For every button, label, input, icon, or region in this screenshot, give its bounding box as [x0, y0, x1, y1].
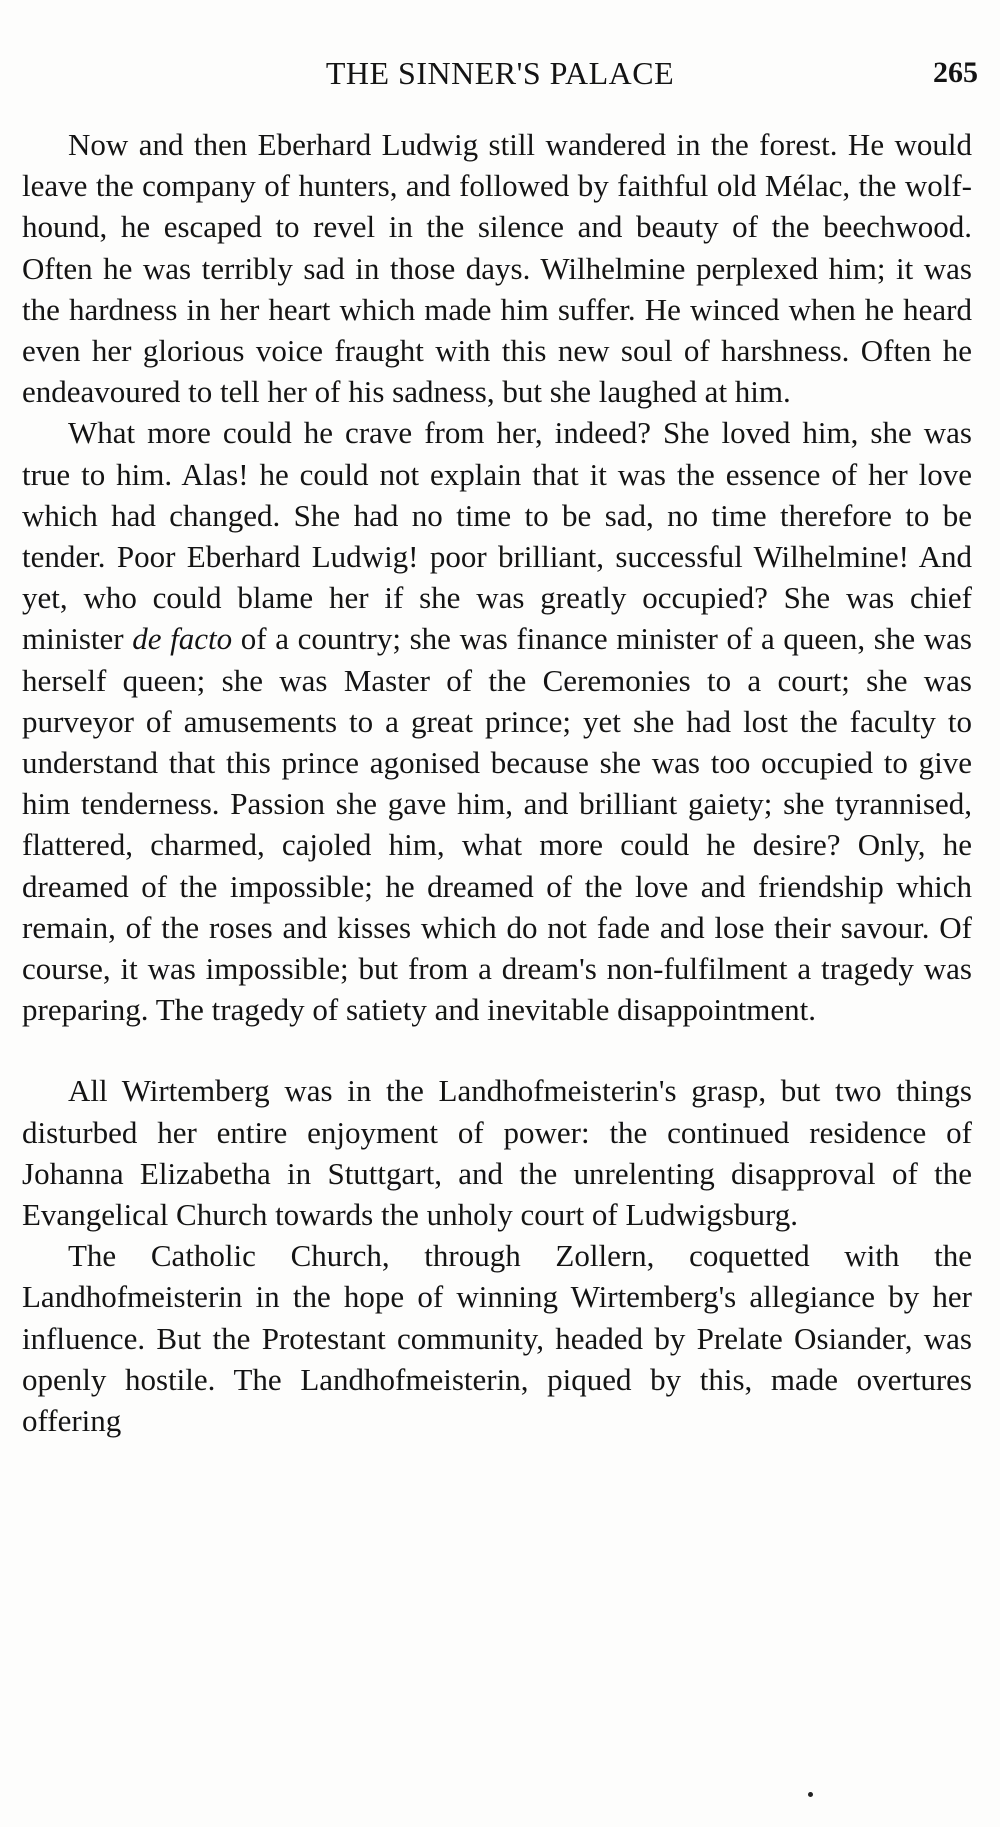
paragraph-2-part-2: of a country; she was finance minister of a queen, she was herself queen; she was Master of the Ceremonies to a court; she was purveyor of amusements to a great prince; yet she had lost the faculty to understand that this prince agonised because she was too occupied to give him tenderness. Passion she gave him, and brilliant gaiety; she tyrannised, flattered, charmed, cajoled him, what more could he desire? Only, he dreamed of the impossible; he dreamed of the love and friendship which remain, of the roses and kisses which do not fade and lose their savour. Of course, it was impossible; but from a dream's non-fulfilment a tragedy was preparing. The tragedy of satiety and inevitable disappointment. [22, 621, 972, 1028]
paragraph-2-part-1: What more could he crave from her, indeed? She loved him, she was true to him. Alas! he could not explain that it was the essence of her love which had changed. She had no time to be sad, no time therefore to be tender. Poor Eberhard Ludwig! poor brilliant, successful Wilhelmine! And yet, who could blame her if she was greatly occupied? She was chief minister [22, 415, 972, 657]
paragraph-1: Now and then Eberhard Ludwig still wandered in the forest. He would leave the company of hunters, and followed by faithful old Mélac, the wolf-hound, he escaped to revel in the silence and beauty of the beechwood. Often he was terribly sad in those days. Wilhelmine perplexed him; it was the hardness in her heart which made him suffer. He winced when he heard even her glorious voice fraught with this new soul of harshness. Often he endeavoured to tell her of his sadness, but she laughed at him. [22, 127, 972, 410]
page-number: 265 [933, 56, 978, 89]
body-text [22, 124, 972, 1441]
running-header [22, 48, 978, 98]
paragraph-3: All Wirtemberg was in the Landhofmeisterin's grasp, but two things disturbed her entire enjoyment of power: the continued residence of Johanna Elizabetha in Stuttgart, and the unrelenting disapproval of the Evangelical Church towards the unholy court of Ludwigsburg. [22, 1073, 972, 1233]
print-speck [808, 1792, 813, 1797]
paragraph-2 [22, 412, 972, 1030]
running-title: THE SINNER'S PALACE [325, 55, 675, 91]
italic-phrase: de facto [132, 621, 233, 657]
paragraph-4: The Catholic Church, through Zollern, coquetted with the Landhofmeisterin in the hope of winning Wirtemberg's allegiance by her influence. But the Protestant community, headed by Prelate Osiander, was openly hostile. The Landhofmeisterin, piqued by this, made overtures offering [22, 1238, 972, 1439]
section-break [22, 1030, 972, 1070]
